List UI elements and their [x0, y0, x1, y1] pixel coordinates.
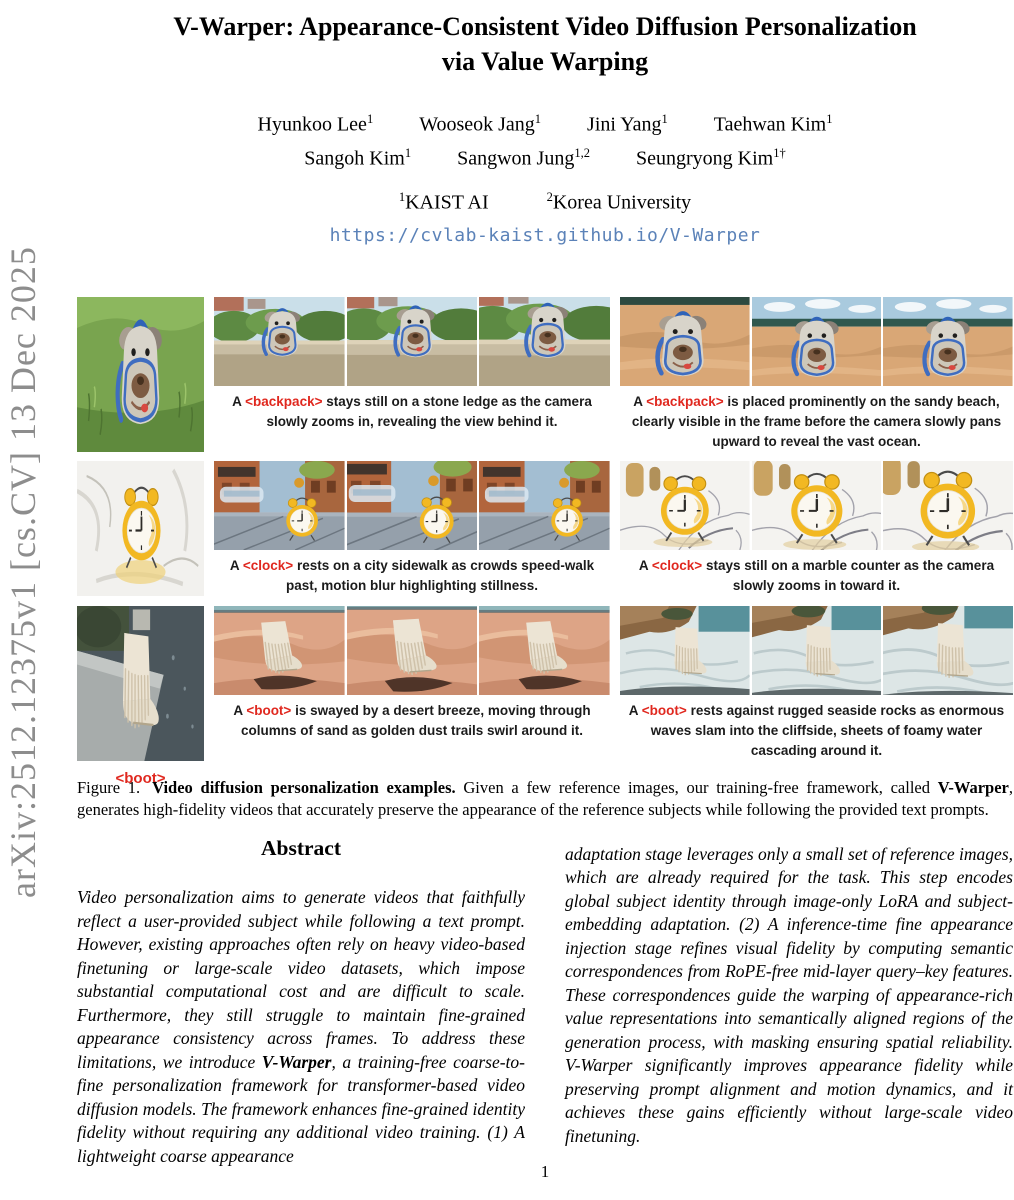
subject-token: <backpack>: [646, 393, 724, 409]
video-frame: [214, 297, 345, 386]
video-frame: [479, 461, 610, 550]
video-frame: [214, 606, 345, 695]
author-name: Jini Yang$^1$: [587, 112, 668, 136]
author-name: Sangoh Kim$^1$: [304, 145, 412, 170]
author-name: Sangwon Jung$^{1,2}$: [457, 145, 590, 170]
prompt-caption: A <boot> is swayed by a desert breeze, moving through columns of sand as golden dust trails swirl around it.: [233, 702, 591, 738]
video-frame: [620, 297, 750, 386]
video-frames-boot-desert: [214, 606, 610, 695]
video-frame: [347, 297, 478, 386]
author-name: Seungryong Kim$^{1\dagger}$: [635, 145, 786, 170]
prompt-caption: A <clock> stays still on a marble counter as the camera slowly zooms in toward it.: [638, 557, 995, 593]
subject-token: <boot>: [246, 702, 292, 718]
author-name: Wooseok Jang$^1$: [419, 112, 542, 136]
project-url-link[interactable]: https://cvlab-kaist.github.io/V-Warper: [329, 224, 761, 246]
author-row-2: [77, 139, 1013, 173]
video-frame: [347, 461, 478, 550]
video-frames-clock-marble: [620, 461, 1013, 550]
paper-content: [77, 0, 1013, 1168]
subject-token-label: <boot>: [115, 769, 166, 787]
paper-title-line1: V-Warper: Appearance-Consistent Video Diffusion Personalization: [173, 12, 917, 41]
video-frames-backpack-ledge: [214, 297, 610, 386]
arxiv-sidebar-label: arXiv:2512.12375v1 [cs.CV] 13 Dec 2025: [3, 246, 43, 898]
video-frame: [752, 461, 882, 550]
abstract-paragraph-left: Video personalization aims to generate videos that faithfully reflect a user-provided subject while following a text prompt. However, existing approaches often rely on heavy video-based finetuning or large-scale video datasets, which impose substantial computational cost and are difficult to scale. Furthermore, they still struggle to maintain fine-grained appearance consistency across frames. To address these limitations, we introduce V-Warper, a training-free coarse-to-fine personalization framework for transformer-based video diffusion models. The framework enhances fine-grained identity fidelity without requiring any additional video training. (1) A lightweight coarse appearance: [77, 887, 525, 1166]
abstract-column-left: [77, 837, 525, 1169]
author-name: Hyunkoo Lee$^1$: [257, 112, 374, 136]
abstract-column-right: [565, 837, 1013, 1169]
subject-token: <clock>: [242, 557, 294, 573]
subject-token: <backpack>: [245, 393, 323, 409]
author-affil-sup: 1: [661, 112, 668, 126]
video-frames-clock-sidewalk: [214, 461, 610, 550]
figure-1-caption: Figure 1. Video diffusion personalization examples. Given a few reference images, our training-free framework, called V-Warper, generates high-fidelity videos that accurately preserve the appearance of the reference subjects while following the provided text prompts.: [77, 777, 1013, 820]
video-frame: [214, 461, 345, 550]
affiliation: $^2$Korea University: [546, 190, 692, 214]
video-frame: [883, 606, 1013, 695]
prompt-caption: A <backpack> is placed prominently on the sandy beach, clearly visible in the frame before the camera slowly pans upward to reveal the vast ocean.: [631, 393, 1002, 449]
page-number: 1: [540, 1162, 550, 1181]
video-frame: [883, 461, 1013, 550]
author-affil-sup: 1: [404, 145, 412, 160]
video-frame: [883, 297, 1013, 386]
prompt-caption: A <boot> rests against rugged seaside rocks as enormous waves slam into the cliffside, sheets of foamy water cascading around it.: [628, 702, 1005, 758]
abstract-paragraph-right: adaptation stage leverages only a small set of reference images, which are already required for the task. This step encodes global subject identity through image-only LoRA and subject-embedding adaptation. (2) A inference-time fine appearance injection stage refines visual fidelity by computing semantic correspondences from RoPE-free mid-layer query–key features. These correspondences guide the warping of appearance-rich value representations into semantically aligned regions of the generation process, with masking ensuring spatial reliability. V-Warper significantly improves appearance fidelity while preserving prompt alignment and motion dynamics, and it achieves these gains efficiently without large-scale video finetuning.: [565, 843, 1013, 1146]
author-row-1: [77, 105, 1013, 139]
video-frame: [479, 606, 610, 695]
author-affil-sup: 1: [534, 112, 542, 126]
video-frame: [347, 606, 478, 695]
video-frame: [752, 606, 882, 695]
author-affil-sup: 1†: [773, 145, 786, 160]
author-affil-sup: 1: [826, 112, 833, 126]
video-frame: [620, 606, 750, 695]
abstract-heading: Abstract: [260, 835, 341, 860]
paper-title-line2: via Value Warping: [441, 47, 649, 76]
reference-image-boot: [77, 606, 204, 761]
paper-title: [77, 9, 1013, 79]
reference-image-backpack: [77, 297, 204, 452]
author-name: Taehwan Kim$^1$: [713, 112, 833, 136]
subject-token: <clock>: [651, 557, 703, 573]
figure-1: [77, 297, 1013, 822]
video-frames-boot-seaside: [620, 606, 1013, 695]
reference-image-clock: [77, 461, 204, 596]
abstract-section: [77, 837, 1013, 1169]
video-frame: [479, 297, 610, 386]
video-frame: [752, 297, 882, 386]
author-affil-sup: 1,2: [574, 145, 590, 160]
figure-row-backpack: [77, 297, 1013, 452]
subject-token: <boot>: [641, 702, 687, 718]
video-frames-backpack-beach: [620, 297, 1013, 386]
figure-label: Figure 1.: [77, 777, 141, 797]
video-frame: [620, 461, 750, 550]
project-url-line: [77, 225, 1013, 246]
author-block: [77, 105, 1013, 172]
author-affil-sup: 1: [366, 112, 374, 126]
prompt-caption: A <clock> rests on a city sidewalk as crowds speed-walk past, motion blur highlighting stillness.: [229, 557, 595, 593]
affiliation: $^1$KAIST AI: [398, 190, 489, 214]
method-name: V-Warper: [261, 1051, 332, 1072]
figure-row-clock: [77, 461, 1013, 596]
affiliation-line: [77, 183, 1013, 217]
prompt-caption: A <backpack> stays still on a stone ledge as the camera slowly zooms in, revealing the view behind it.: [232, 393, 592, 429]
